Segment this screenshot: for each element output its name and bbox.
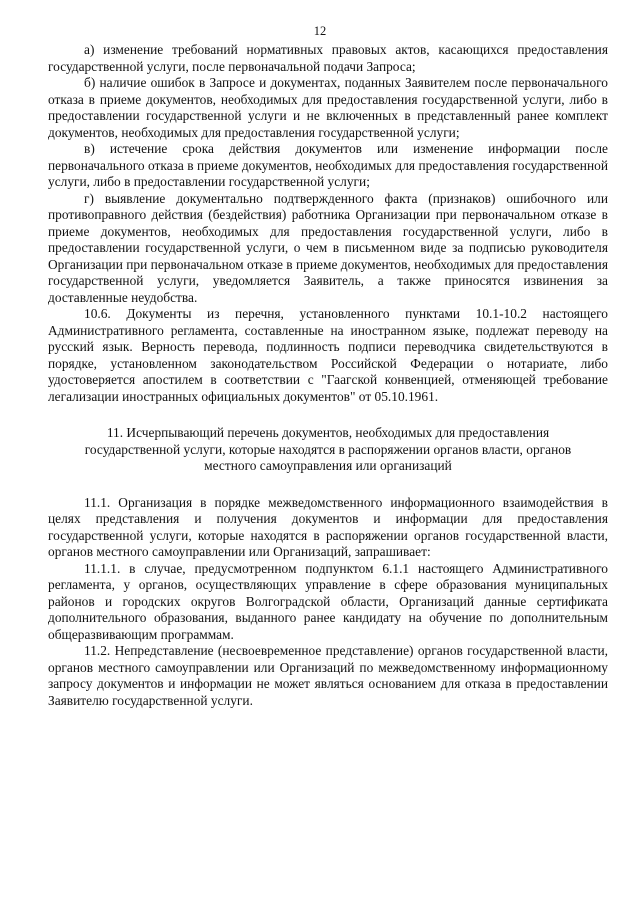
paragraph-item-v: в) истечение срока действия документов или изменение информации после первоначального отказа в приеме документов, необходимых для предоставления государственной услуги, либо в предоставлении государственной услуги; xyxy=(48,141,608,189)
paragraph-11-2: 11.2. Непредставление (несвоевременное представление) органов государственной власти, органов местного самоуправлении или Организаций по межведомственному информационному запросу документов и информации не может являться основанием для отказа в предоставлении Заявителю государственной услуги. xyxy=(48,643,608,708)
paragraph-11-1-1: 11.1.1. в случае, предусмотренном подпунктом 6.1.1 настоящего Административного регламента, у органов, осуществляющих управление в сфере образования муниципальных районов и городских округов Волгоградской области, Организаций данные сертификата дополнительного образования, выданного ранее кандидату на обучение по дополнительным общеразвивающим программам. xyxy=(48,560,608,642)
paragraph-11-1: 11.1. Организация в порядке межведомственного информационного взаимодействия в целях представления и получения документов и информации для предоставления государственной услуги, которые находятся в распоряжении органов государственной власти, органов местного самоуправлении или Организаций, запрашивает: xyxy=(48,494,608,559)
paragraph-10-6: 10.6. Документы из перечня, установленного пунктами 10.1-10.2 настоящего Административного регламента, составленные на иностранном языке, подлежат переводу на русский язык. Верность перевода, подлинность подписи переводчика свидетельствуются в порядке, установленном законодательством Российской Федерации о нотариате, либо удостоверяется апостилем в соответствии с "Гаагской конвенцией, отменяющей требование легализации иностранных официальных документов" от 05.10.1961. xyxy=(48,306,608,404)
paragraph-item-b: б) наличие ошибок в Запросе и документах, поданных Заявителем после первоначального отказа в приеме документов, необходимых для предоставления государственной услуги, либо в предоставлении государственной услуги и не включенных в представленный ранее комплект документов, необходимых для предоставления государственной услуги; xyxy=(48,75,608,140)
paragraph-item-a: а) изменение требований нормативных правовых актов, касающихся предоставления государственной услуги, после первоначальной подачи Запроса; xyxy=(48,42,608,74)
page-number: 12 xyxy=(313,24,327,38)
section-heading-11: 11. Исчерпывающий перечень документов, необходимых для предоставления государственной услуги, которые находятся в распоряжении органов власти, органов местного самоуправления или организаций xyxy=(84,425,572,473)
document-body xyxy=(48,42,608,709)
paragraph-item-g: г) выявление документально подтвержденного факта (признаков) ошибочного или противоправного действия (бездействия) работника Организации при первоначальном отказе в приеме документов, необходимых для предоставления государственной услуги, либо в предоставлении государственной услуги, о чем в письменном виде за подписью руководителя Организации при первоначальном отказе в приеме документов, необходимых для предоставления государственной услуги, уведомляется Заявитель, а также приносятся извинения за доставленные неудобства. xyxy=(48,190,608,305)
